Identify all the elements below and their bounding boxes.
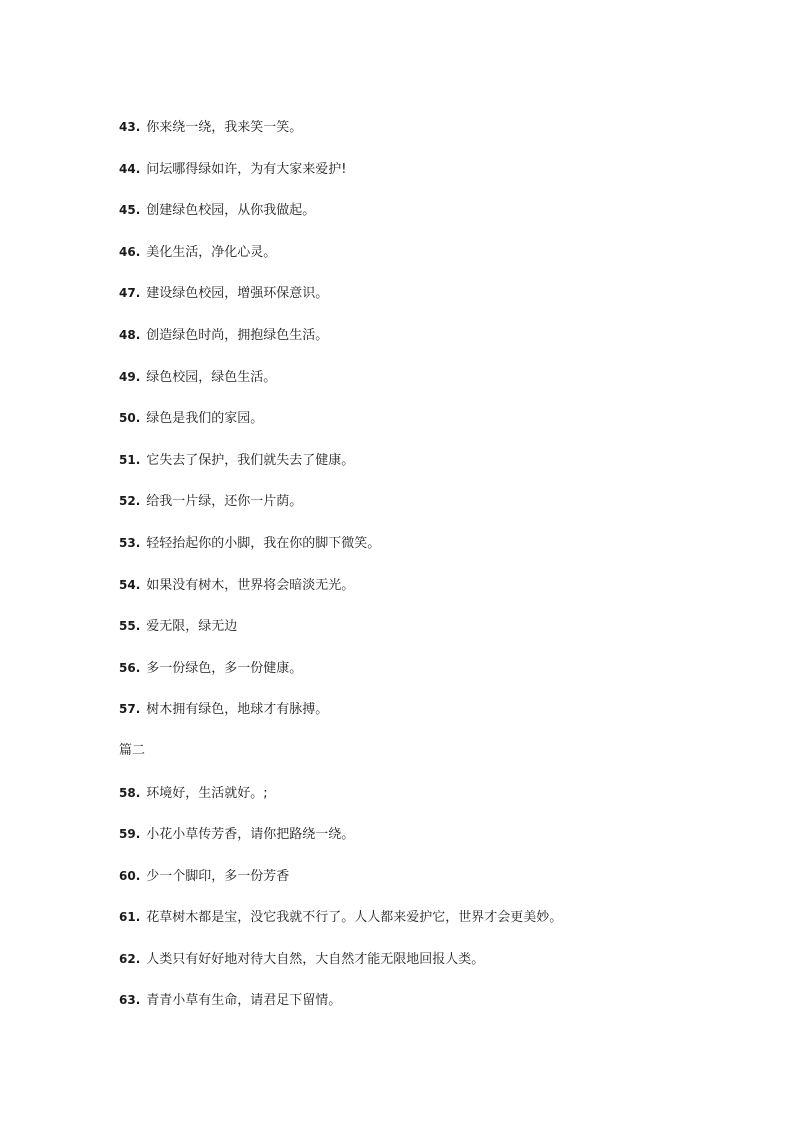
list-item: [119, 324, 719, 366]
item-number: 52.: [119, 494, 141, 509]
list-item: [119, 490, 719, 532]
item-number: 57.: [119, 702, 141, 717]
item-number: 49.: [119, 369, 141, 384]
list-item: [119, 615, 719, 657]
item-number: 59.: [119, 827, 141, 842]
item-text: 给我一片绿，还你一片荫。: [146, 494, 303, 510]
list-item: [119, 574, 719, 616]
list-item: [119, 366, 719, 408]
item-number: 53.: [119, 535, 141, 550]
item-number: 45.: [119, 203, 141, 218]
item-number: 43.: [119, 120, 141, 134]
list-item: [119, 948, 719, 990]
item-text: 创建绿色校园，从你我做起。: [146, 203, 316, 219]
item-number: 60.: [119, 868, 141, 883]
list-item: [119, 158, 719, 200]
item-text: 你来绕一绕，我来笑一笑。: [146, 120, 303, 135]
list-item: [119, 782, 719, 824]
list-item: [119, 116, 719, 158]
list-item: [119, 657, 719, 699]
item-number: 47.: [119, 286, 141, 301]
item-text: 树木拥有绿色，地球才有脉搏。: [146, 702, 329, 718]
item-text: 爱无限，绿无边: [146, 619, 238, 635]
list-item: [119, 865, 719, 907]
list-item: [119, 407, 719, 449]
item-number: 54.: [119, 577, 141, 592]
list-item: [119, 282, 719, 324]
item-number: 51.: [119, 452, 141, 467]
item-text: 环境好，生活就好。;: [146, 785, 268, 801]
item-number: 48.: [119, 327, 141, 342]
item-number: 56.: [119, 660, 141, 675]
list-item: [119, 823, 719, 865]
list-item: [119, 241, 719, 283]
item-text: 人类只有好好地对待大自然，大自然才能无限地回报人类。: [146, 951, 485, 967]
item-number: 63.: [119, 993, 141, 1008]
list-item: [119, 532, 719, 574]
item-text: 它失去了保护，我们就失去了健康。: [146, 452, 355, 468]
item-text: 少一个脚印，多一份芳香: [146, 868, 290, 884]
item-text: 创造绿色时尚，拥抱绿色生活。: [146, 327, 329, 343]
item-text: 花草树木都是宝，没它我就不行了。人人都来爱护它，世界才会更美妙。: [146, 910, 563, 926]
list-item: [119, 906, 719, 948]
document-body: [119, 116, 719, 1031]
item-text: 建设绿色校园，增强环保意识。: [146, 286, 329, 302]
list-item: [119, 989, 719, 1031]
item-number: 55.: [119, 619, 141, 634]
list-item: [119, 199, 719, 241]
item-text: 绿色是我们的家园。: [146, 411, 264, 427]
item-number: 62.: [119, 951, 141, 966]
item-text: 美化生活，净化心灵。: [146, 244, 277, 260]
item-number: 50.: [119, 411, 141, 426]
item-text: 问坛哪得绿如许，为有大家来爱护!: [146, 161, 347, 177]
item-text: 如果没有树木，世界将会暗淡无光。: [146, 577, 355, 593]
item-number: 58.: [119, 785, 141, 800]
item-text: 青青小草有生命，请君足下留情。: [146, 993, 342, 1009]
item-text: 绿色校园，绿色生活。: [146, 369, 277, 385]
list-item: [119, 449, 719, 491]
item-number: 61.: [119, 910, 141, 925]
item-text: 小花小草传芳香，请你把路绕一绕。: [146, 827, 355, 843]
list-item: [119, 698, 719, 740]
item-text: 多一份绿色，多一份健康。: [146, 660, 303, 676]
item-text: 轻轻抬起你的小脚，我在你的脚下微笑。: [146, 535, 381, 551]
section-heading: 篇二: [119, 742, 146, 758]
item-number: 44.: [119, 161, 141, 176]
item-number: 46.: [119, 244, 141, 259]
